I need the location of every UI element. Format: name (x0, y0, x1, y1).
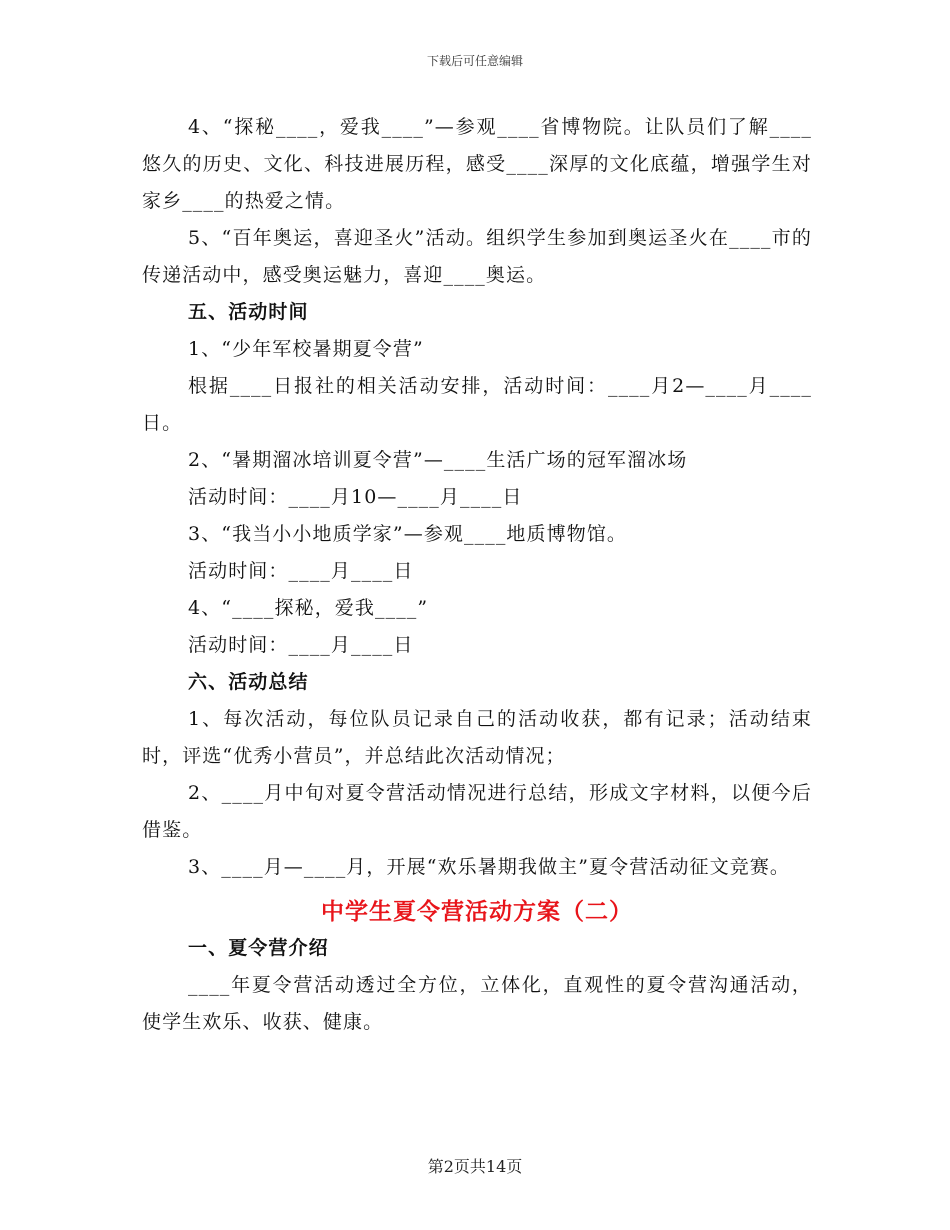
section-heading: 六、活动总结 (188, 671, 309, 693)
page-number: 第2页共14页 (427, 1157, 523, 1176)
paragraph: 活动时间：____月10—____月____日 (188, 486, 523, 508)
paragraph: 1、“少年军校暑期夏令营” (188, 338, 424, 360)
paragraph: 4、“____探秘，爱我____” (188, 597, 429, 619)
page-header: 下载后可任意编辑 (426, 54, 523, 68)
paragraph: 1、每次活动，每位队员记录自己的活动收获，都有记录；活动结束时，评选“优秀小营员”，并总结此次活动情况； (142, 708, 812, 767)
paragraph: 3、____月—____月，开展“欢乐暑期我做主”夏令营活动征文竞赛。 (188, 856, 791, 878)
paragraph: 活动时间：____月____日 (188, 560, 414, 582)
paragraph: 活动时间：____月____日 (188, 634, 414, 656)
paragraph: 2、____月中旬对夏令营活动情况进行总结，形成文字材料，以便今后借鉴。 (142, 782, 812, 841)
paragraph: 5、“百年奥运，喜迎圣火”活动。组织学生参加到奥运圣火在____市的传递活动中，感受奥运魅力，喜迎____奥运。 (142, 227, 812, 286)
paragraph: 2、“暑期溜冰培训夏令营”—____生活广场的冠军溜冰场 (188, 449, 688, 471)
section-heading: 一、夏令营介绍 (188, 937, 329, 959)
document-body (142, 109, 812, 1041)
paragraph: 根据____日报社的相关活动安排，活动时间：____月2—____月____日。 (142, 375, 812, 434)
section-heading: 五、活动时间 (188, 301, 309, 323)
paragraph: 4、“探秘____，爱我____”—参观____省博物院。让队员们了解____悠久的历史、文化、科技进展历程，感受____深厚的文化底蕴，增强学生对家乡____的热爱之情。 (142, 116, 812, 212)
paragraph: 3、“我当小小地质学家”—参观____地质博物馆。 (188, 523, 628, 545)
paragraph: ____年夏令营活动透过全方位，立体化，直观性的夏令营沟通活动，使学生欢乐、收获、健康。 (142, 974, 812, 1033)
document-title: 中学生夏令营活动方案（二） (321, 898, 633, 925)
